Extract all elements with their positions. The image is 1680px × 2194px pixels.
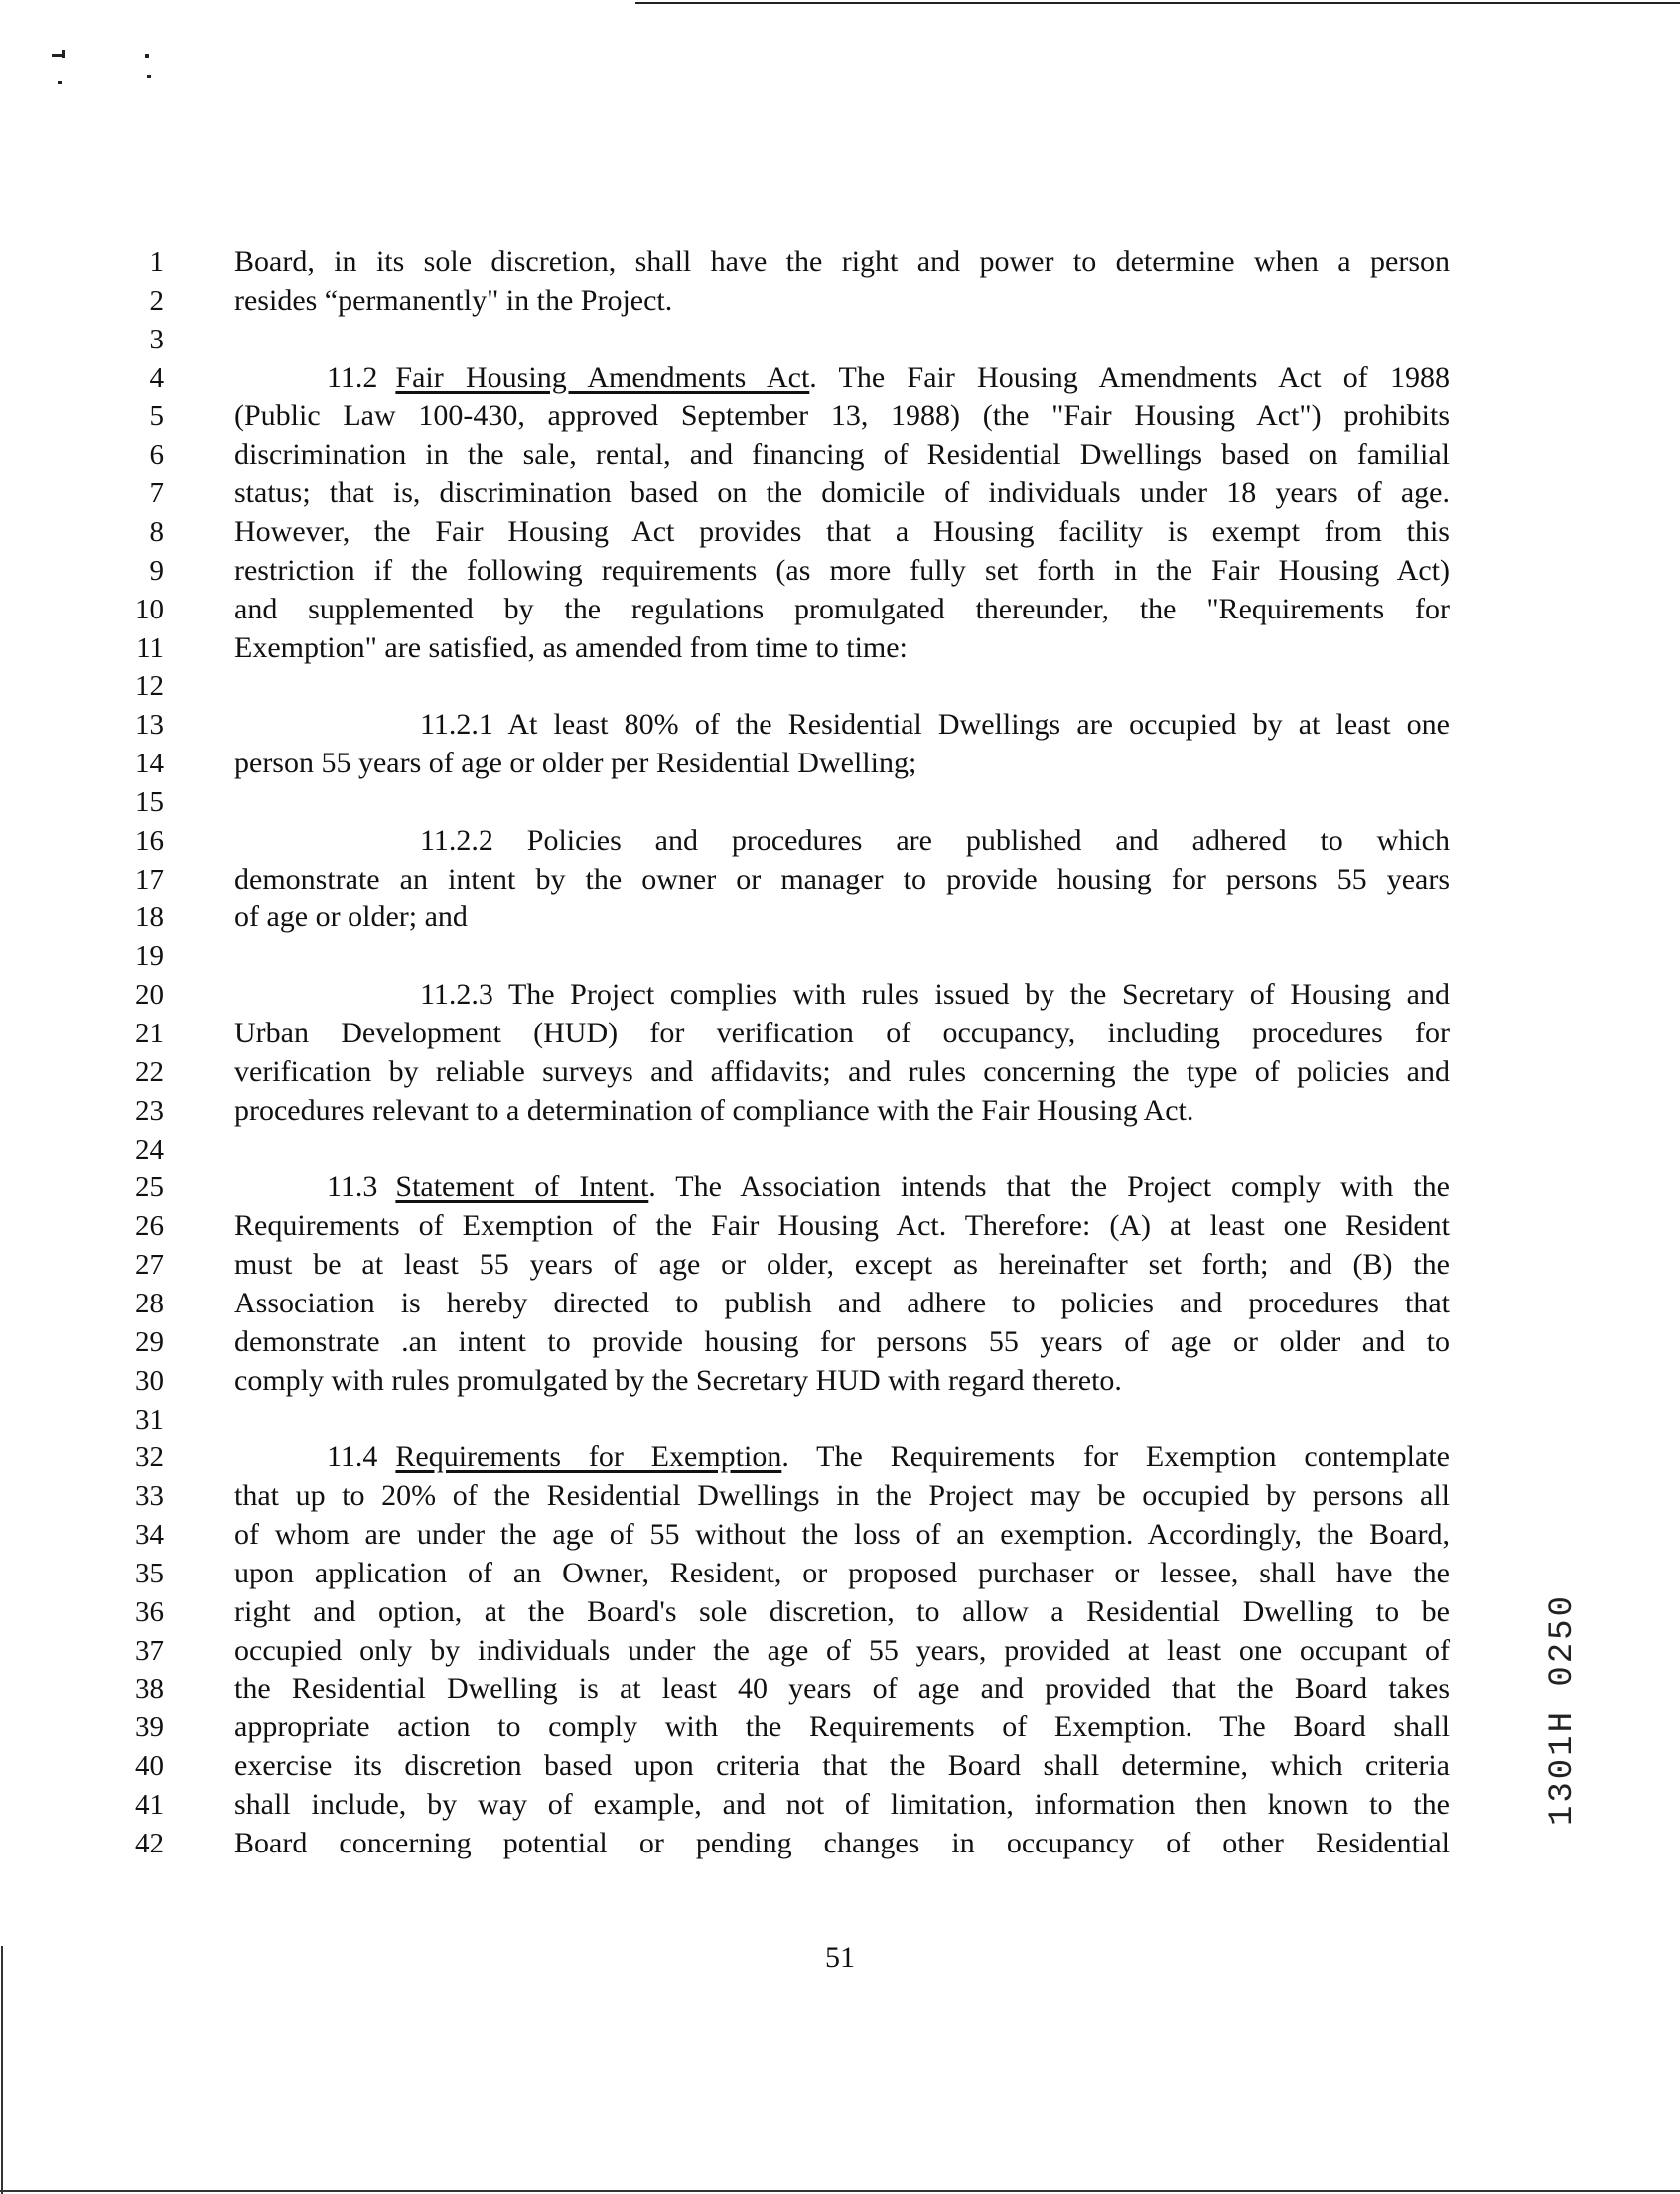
text-line: appropriate action to comply with the Requirements of Exemption. The Board shall: [234, 1711, 1450, 1744]
line-number: 6: [149, 439, 164, 472]
text-line: demonstrate an intent by the owner or manager to provide housing for persons 55 years: [234, 862, 1450, 895]
line-row: [0, 1245, 1680, 1285]
line-number: 40: [135, 1750, 164, 1783]
line-row: [0, 821, 1680, 861]
text-line: Urban Development (HUD) for verification of occupancy, including procedures for: [234, 1017, 1450, 1049]
section-heading-line: [327, 358, 1450, 398]
line-number: 28: [135, 1287, 164, 1319]
section-title: Fair Housing Amendments Act: [395, 360, 810, 394]
text-line: shall include, by way of example, and not of limitation, information then known to the: [234, 1788, 1450, 1821]
line-number: 26: [135, 1210, 164, 1243]
line-row: [0, 1361, 1680, 1401]
line-number: 32: [135, 1441, 164, 1474]
line-row: [0, 1669, 1680, 1709]
text-line: Exemption" are satisfied, as amended from time to time:: [234, 630, 908, 664]
line-number: 23: [135, 1094, 164, 1127]
line-row: [0, 782, 1680, 822]
line-number: 12: [135, 670, 164, 703]
line-row: [0, 1438, 1680, 1477]
line-row: [0, 628, 1680, 668]
line-number: 34: [135, 1519, 164, 1552]
text-line: discrimination in the sale, rental, and financing of Residential Dwellings based on familial: [234, 438, 1450, 472]
line-row: [0, 320, 1680, 359]
text-line: Board concerning potential or pending changes in occupancy of other Residential: [234, 1826, 1450, 1859]
line-number: 36: [135, 1595, 164, 1628]
text-line: verification by reliable surveys and affidavits; and rules concerning the type of policies and: [234, 1054, 1450, 1088]
section-text: . The Fair Housing Amendments Act of 1988: [809, 360, 1450, 394]
line-number: 1: [149, 246, 164, 278]
line-number: 37: [135, 1634, 164, 1667]
text-line: the Residential Dwelling is at least 40 years of age and provided that the Board takes: [234, 1672, 1450, 1706]
text-line: 11.2.1 At least 80% of the Residential Dwellings are occupied by at least one: [420, 708, 1450, 742]
line-row: [0, 936, 1680, 976]
line-number: 11: [136, 631, 164, 664]
line-row: [0, 1130, 1680, 1169]
line-row: [0, 396, 1680, 436]
text-line: (Public Law 100-430, approved September 13, 1988) (the "Fair Housing Act") prohibits: [234, 399, 1450, 433]
text-line: 11.2.3 The Project complies with rules issued by the Secretary of Housing and: [420, 978, 1450, 1012]
line-row: [0, 1631, 1680, 1671]
line-number: 19: [135, 940, 164, 973]
text-line: exercise its discretion based upon criteria that the Board shall determine, which criteria: [234, 1749, 1450, 1783]
section-number: 11.2: [327, 360, 378, 394]
section-heading-line: [327, 1438, 1450, 1477]
line-number: 14: [135, 748, 164, 780]
line-row: [0, 551, 1680, 591]
line-row: [0, 1206, 1680, 1246]
text-line: However, the Fair Housing Act provides that a Housing facility is exempt from this: [234, 514, 1450, 548]
line-number: 27: [135, 1249, 164, 1282]
line-number: 4: [149, 361, 164, 394]
text-line: Board, in its sole discretion, shall have the right and power to determine when a person: [234, 245, 1450, 278]
line-row: [0, 358, 1680, 398]
line-number: 5: [149, 400, 164, 433]
page-number: 51: [825, 1941, 855, 1974]
line-number: 38: [135, 1673, 164, 1706]
section-number: 11.3: [327, 1170, 378, 1204]
line-number: 33: [135, 1480, 164, 1513]
line-row: [0, 1824, 1680, 1863]
line-row: [0, 975, 1680, 1015]
line-row: [0, 897, 1680, 937]
line-row: [0, 512, 1680, 552]
line-row: [0, 860, 1680, 899]
section-title: Requirements for Exemption: [395, 1440, 782, 1474]
line-number: 30: [135, 1364, 164, 1397]
text-line: occupied only by individuals under the age of 55 years, provided at least one occupant of: [234, 1633, 1450, 1667]
line-number: 8: [149, 515, 164, 548]
line-number: 18: [135, 901, 164, 934]
line-number: 41: [135, 1789, 164, 1821]
section-number: 11.4: [327, 1440, 378, 1474]
line-row: [0, 1708, 1680, 1747]
line-number: 20: [135, 979, 164, 1012]
text-line: and supplemented by the regulations promulgated thereunder, the "Requirements for: [234, 592, 1450, 625]
line-row: [0, 1284, 1680, 1323]
line-number: 21: [135, 1018, 164, 1049]
line-row: [0, 281, 1680, 321]
text-line: that up to 20% of the Residential Dwellings in the Project may be occupied by persons all: [234, 1479, 1450, 1513]
line-number: 35: [135, 1557, 164, 1589]
line-number: 16: [135, 824, 164, 857]
line-row: [0, 1052, 1680, 1092]
line-row: [0, 1167, 1680, 1207]
line-row: [0, 1746, 1680, 1786]
section-text: . The Association intends that the Project comply with the: [648, 1170, 1450, 1204]
section-heading-line: [327, 1167, 1450, 1207]
text-line: Requirements of Exemption of the Fair Housing Act. Therefore: (A) at least one Resident: [234, 1209, 1450, 1243]
line-row: [0, 1515, 1680, 1555]
text-line: of whom are under the age of 55 without the loss of an exemption. Accordingly, the Board,: [234, 1518, 1450, 1552]
line-number: 31: [135, 1403, 164, 1436]
line-row: [0, 1091, 1680, 1131]
line-row: [0, 435, 1680, 475]
line-number: 29: [135, 1325, 164, 1358]
line-row: [0, 1554, 1680, 1593]
line-number: 17: [135, 863, 164, 895]
line-row: [0, 705, 1680, 745]
text-line: resides “permanently" in the Project.: [234, 283, 673, 317]
text-line: 11.2.2 Policies and procedures are published and adhered to which: [420, 823, 1450, 857]
text-line: restriction if the following requirements (as more fully set forth in the Fair Housing Act): [234, 553, 1450, 587]
line-row: [0, 1322, 1680, 1362]
line-number: 13: [135, 709, 164, 742]
section-text: . The Requirements for Exemption contemplate: [781, 1440, 1450, 1474]
text-line: upon application of an Owner, Resident, or proposed purchaser or lessee, shall have the: [234, 1556, 1450, 1589]
line-number: 39: [135, 1712, 164, 1744]
line-row: [0, 590, 1680, 629]
text-line: demonstrate .an intent to provide housing for persons 55 years of age or older and to: [234, 1324, 1450, 1358]
margin-stamp: 1301H 0250: [1544, 1593, 1582, 1827]
line-row: [0, 744, 1680, 783]
line-number: 7: [149, 478, 164, 510]
line-number: 2: [149, 284, 164, 317]
line-number: 25: [135, 1171, 164, 1204]
text-line: must be at least 55 years of age or older, except as hereinafter set forth; and (B) the: [234, 1248, 1450, 1282]
line-number: 15: [135, 785, 164, 818]
line-row: [0, 1476, 1680, 1516]
line-number: 24: [135, 1133, 164, 1166]
line-row: [0, 242, 1680, 282]
line-row: [0, 1592, 1680, 1632]
line-number: 9: [149, 554, 164, 587]
text-line: procedures relevant to a determination of compliance with the Fair Housing Act.: [234, 1093, 1194, 1127]
line-row: [0, 666, 1680, 706]
line-number: 22: [135, 1055, 164, 1088]
line-row: [0, 1400, 1680, 1440]
text-line: Association is hereby directed to publish and adhere to policies and procedures that: [234, 1286, 1450, 1319]
line-row: [0, 1785, 1680, 1825]
section-title: Statement of Intent: [395, 1170, 649, 1204]
line-number: 10: [135, 593, 164, 625]
line-row: [0, 1014, 1680, 1053]
line-number: 42: [135, 1827, 164, 1859]
line-number: 3: [149, 323, 164, 355]
text-line: of age or older; and: [234, 900, 468, 934]
line-row: [0, 474, 1680, 513]
text-line: person 55 years of age or older per Residential Dwelling;: [234, 747, 917, 780]
text-line: comply with rules promulgated by the Secretary HUD with regard thereto.: [234, 1363, 1122, 1397]
text-line: status; that is, discrimination based on the domicile of individuals under 18 years of age.: [234, 477, 1450, 510]
text-line: right and option, at the Board's sole discretion, to allow a Residential Dwelling to be: [234, 1594, 1450, 1628]
